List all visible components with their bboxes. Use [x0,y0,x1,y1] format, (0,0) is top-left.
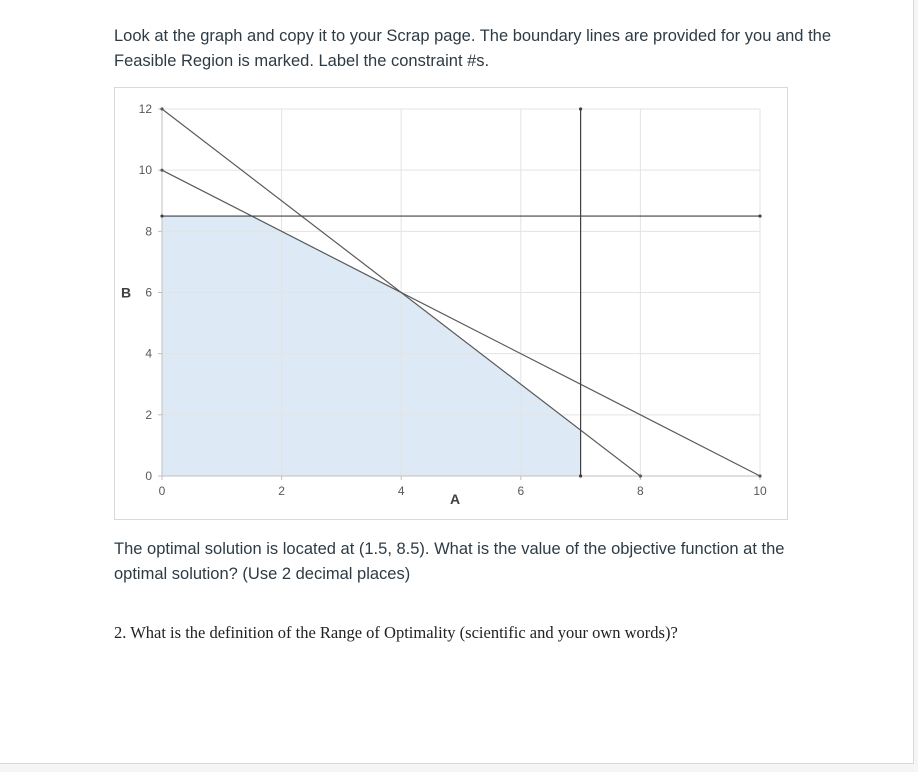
x-tick-label: 10 [753,484,767,498]
range-of-optimality-question: 2. What is the definition of the Range of Optimality (scientific and your own words)? [114,623,678,642]
y-tick-label: 0 [145,469,152,483]
constraint-line-1-endpoint [639,474,642,477]
x-tick-label: 2 [278,484,285,498]
y-tick-label: 8 [145,224,152,239]
constraint-line-1-endpoint [160,107,163,110]
constraint-line-3-endpoint [758,214,761,217]
constraint-line-3-endpoint [160,214,163,217]
x-tick-label: 8 [637,484,644,498]
constraint-line-2-endpoint [160,169,163,172]
constraint-line-4-endpoint [579,474,582,477]
optimal-solution-question: The optimal solution is located at (1.5, 8.5). What is the value of the objective function at the optimal solution? (Use 2 decimal places) [114,540,785,583]
feasible-region [162,216,581,476]
constraint-line-4-endpoint [579,107,582,110]
y-tick-label: 2 [145,407,152,422]
chart-frame [114,87,788,520]
y-tick-label: 4 [145,346,152,361]
y-tick-label: 12 [138,102,152,116]
constraint-line-2-endpoint [758,474,761,477]
feasible-region-chart [115,88,789,521]
y-tick-label: 10 [138,163,152,178]
y-tick-label: 6 [145,285,152,300]
x-axis-label: A [449,491,461,507]
x-tick-label: 4 [397,484,405,498]
x-tick-label: 6 [517,484,525,498]
instructions-text: Look at the graph and copy it to your Scrap page. The boundary lines are provided for you and the Feasible Region is marked. Label the constraint #s. [114,27,832,70]
y-axis-label: B [121,284,132,301]
x-tick-label: 0 [158,484,166,498]
